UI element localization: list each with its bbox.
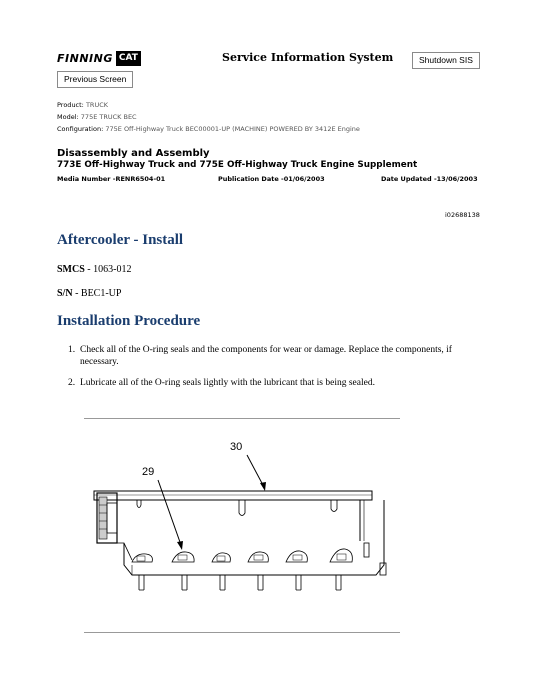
step-1 — [68, 344, 492, 370]
model-value: 775E TRUCK BEC — [80, 113, 137, 121]
system-title: Service Information System — [222, 51, 394, 64]
document-id: i02688138 — [445, 211, 480, 219]
sn-value: - BEC1-UP — [72, 288, 122, 299]
step-number: 1. — [68, 345, 76, 355]
finning-cat-logo — [57, 50, 141, 67]
product-value: TRUCK — [85, 101, 108, 109]
model-label: Model: — [57, 113, 79, 121]
step-2 — [68, 377, 492, 391]
publication-date: Publication Date -01/06/2003 — [218, 175, 325, 183]
article-title: Aftercooler - Install — [57, 232, 184, 248]
configuration-value: 775E Off-Highway Truck BEC00001-UP (MACHINE) POWERED BY 3412E Engine — [105, 125, 360, 133]
left-flange — [97, 493, 132, 560]
figure-bottom-rule — [84, 632, 400, 633]
cat-badge: CAT — [116, 51, 141, 66]
product-line — [57, 101, 108, 109]
o-ring-boss-row — [132, 549, 352, 562]
product-label: Product: — [57, 101, 84, 109]
smcs-line — [57, 264, 131, 275]
callout-30-leader — [247, 455, 264, 487]
logo-wordmark: FINNING — [57, 52, 113, 65]
step-number: 2. — [68, 378, 76, 388]
configuration-label: Configuration: — [57, 125, 104, 133]
smcs-value: - 1063-012 — [84, 264, 132, 275]
sn-label: S/N — [57, 288, 73, 299]
aftercooler-illustration — [84, 425, 400, 630]
model-line — [57, 113, 137, 121]
step-text: Lubricate all of the O-ring seals lightly with the lubricant that is being sealed. — [80, 378, 375, 388]
procedure-heading: Installation Procedure — [57, 313, 201, 329]
media-number: Media Number -RENR6504-01 — [57, 175, 166, 183]
right-fitting — [364, 543, 369, 557]
shutdown-sis-button[interactable]: Shutdown SIS — [412, 52, 480, 69]
smcs-label: SMCS — [57, 264, 85, 275]
aftercooler-top-plate — [94, 491, 372, 500]
section-heading: Disassembly and Assembly — [57, 148, 210, 159]
date-updated: Date Updated -13/06/2003 — [381, 175, 478, 183]
previous-screen-button[interactable]: Previous Screen — [57, 71, 133, 88]
figure-top-rule — [84, 418, 400, 419]
o-ring-seal-29 — [172, 552, 194, 562]
bottom-studs — [139, 575, 341, 590]
section-subheading: 773E Off-Highway Truck and 775E Off-Highway Truck Engine Supplement — [57, 160, 418, 170]
aftercooler-housing — [124, 500, 384, 575]
serial-number-line — [57, 288, 121, 299]
configuration-line — [57, 125, 360, 133]
callout-30-label: 30 — [230, 441, 243, 453]
callout-29-leader — [158, 480, 181, 545]
callout-29-label: 29 — [142, 466, 155, 478]
step-text: Check all of the O-ring seals and the components for wear or damage. Replace the components, if necessary. — [80, 345, 452, 367]
